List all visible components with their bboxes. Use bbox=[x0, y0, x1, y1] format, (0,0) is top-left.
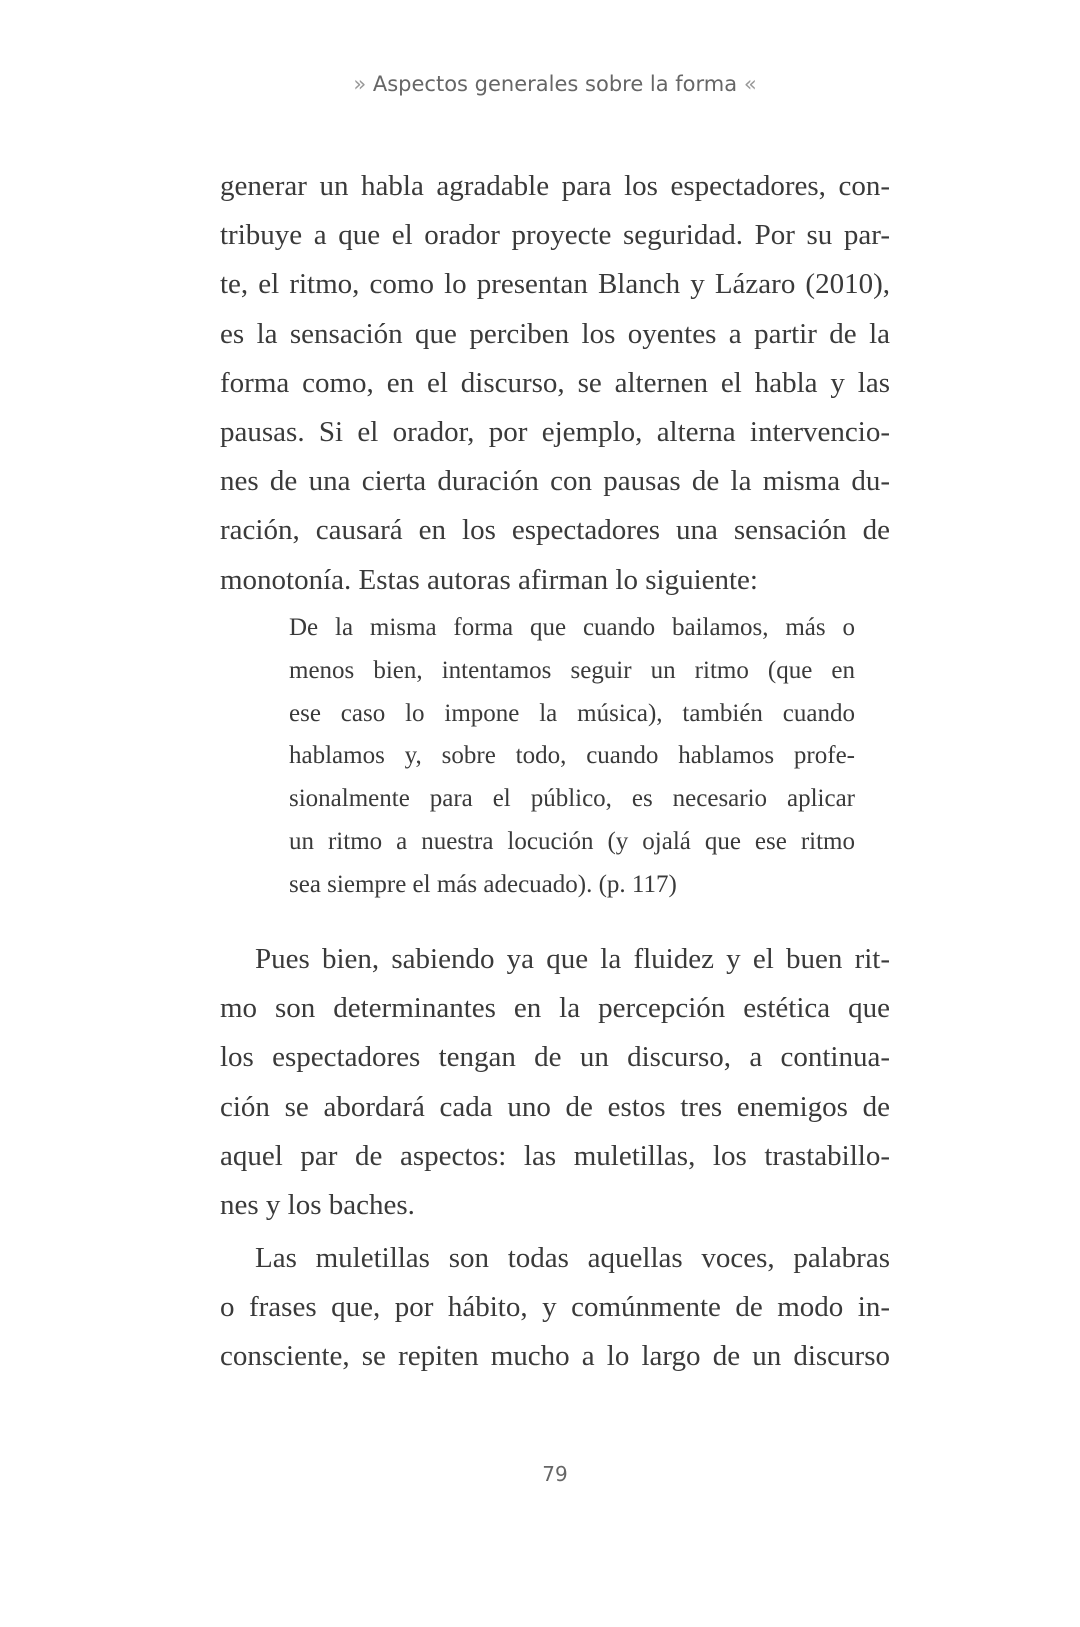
text-line: monotonía. Estas autoras afirman lo siguiente: bbox=[220, 563, 758, 596]
text-line: Las muletillas son todas aquellas voces, palabras bbox=[255, 1242, 890, 1274]
paragraph-3 bbox=[220, 1234, 890, 1382]
quote-line: hablamos y, sobre todo, cuando hablamos profe- bbox=[289, 742, 855, 770]
text-line: ración, causará en los espectadores una sensación de bbox=[220, 514, 890, 547]
block-quote bbox=[289, 607, 855, 907]
text-line: los espectadores tengan de un discurso, a continua- bbox=[220, 1041, 890, 1074]
paragraph-1 bbox=[220, 162, 890, 605]
quote-line: un ritmo a nuestra locución (y ojalá que ese ritmo bbox=[289, 827, 855, 855]
text-line: ción se abordará cada uno de estos tres enemigos de bbox=[220, 1090, 890, 1123]
text-line: forma como, en el discurso, se alternen el habla y las bbox=[220, 366, 890, 399]
text-line: o frases que, por hábito, y comúnmente de modo in- bbox=[220, 1291, 890, 1324]
running-header bbox=[0, 72, 1080, 96]
quote-line: sea siempre el más adecuado). (p. 117) bbox=[289, 870, 677, 898]
text-line: es la sensación que perciben los oyentes a partir de la bbox=[220, 317, 890, 350]
quote-line: De la misma forma que cuando bailamos, más o bbox=[289, 614, 855, 641]
text-line: nes de una cierta duración con pausas de la misma du- bbox=[220, 465, 890, 498]
text-line: aquel par de aspectos: las muletillas, los trastabillo- bbox=[220, 1139, 890, 1172]
quote-line: ese caso lo impone la música), también cuando bbox=[289, 699, 855, 727]
header-title: Aspectos generales sobre la forma bbox=[372, 72, 738, 96]
text-line: pausas. Si el orador, por ejemplo, alterna intervencio- bbox=[220, 415, 890, 448]
text-line: mo son determinantes en la percepción estética que bbox=[220, 992, 890, 1025]
quote-line: sionalmente para el público, es necesario aplicar bbox=[289, 785, 855, 813]
text-line: te, el ritmo, como lo presentan Blanch y Lázaro (2010), bbox=[220, 268, 890, 301]
page-number: 79 bbox=[542, 1462, 568, 1486]
text-line: Pues bien, sabiendo ya que la fluidez y el buen rit- bbox=[255, 943, 890, 975]
text-line: consciente, se repiten mucho a lo largo de un discurso bbox=[220, 1340, 890, 1373]
text-line: tribuye a que el orador proyecte seguridad. Por su par- bbox=[220, 219, 890, 252]
paragraph-2 bbox=[220, 935, 890, 1230]
header-suffix: « bbox=[743, 72, 757, 96]
text-line: nes y los baches. bbox=[220, 1188, 415, 1221]
quote-line: menos bien, intentamos seguir un ritmo (que en bbox=[289, 656, 855, 684]
text-line: generar un habla agradable para los espectadores, con- bbox=[220, 170, 890, 202]
header-prefix: » bbox=[353, 72, 367, 96]
